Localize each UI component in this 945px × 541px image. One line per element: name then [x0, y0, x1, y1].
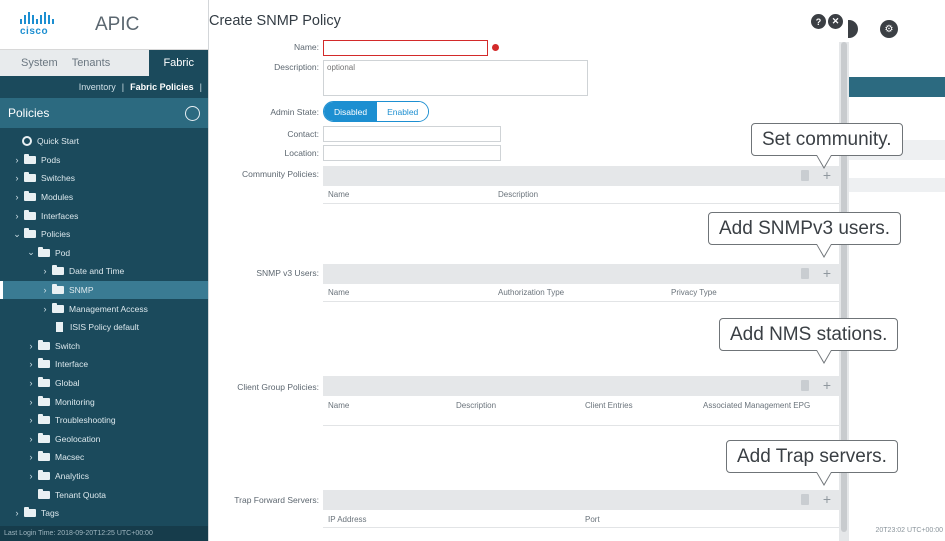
chevron-right-icon[interactable]: ›: [15, 210, 19, 221]
description-label: Description:: [274, 62, 319, 72]
tab-tenants[interactable]: Tenants: [71, 57, 111, 69]
tree-item-switch[interactable]: › Switch: [0, 337, 208, 356]
trash-icon[interactable]: [801, 170, 809, 181]
column-header[interactable]: Privacy Type: [671, 288, 717, 297]
tree-item-interface[interactable]: › Interface: [0, 355, 208, 374]
policy-tree: [0, 132, 208, 522]
tree-item-troubleshooting[interactable]: › Troubleshooting: [0, 411, 208, 430]
column-header[interactable]: Description: [456, 401, 497, 410]
admin-state-enabled-option[interactable]: Enabled: [377, 102, 428, 121]
policies-title: Policies: [8, 106, 50, 120]
background-row: [848, 178, 945, 192]
brand-header: [0, 0, 208, 50]
cisco-bars-icon: [20, 12, 70, 24]
callout-pointer: [817, 244, 831, 256]
snmp-v3-users-label: SNMP v3 Users:: [256, 268, 319, 278]
column-header[interactable]: Name: [328, 190, 350, 199]
tree-item-policies[interactable]: ⌄ Policies: [13, 228, 71, 240]
dialog-title: Create SNMP Policy: [209, 13, 341, 29]
add-client-group-button[interactable]: +: [822, 377, 831, 393]
folder-icon: [38, 435, 50, 443]
refresh-icon[interactable]: [185, 106, 200, 121]
folder-icon: [38, 342, 50, 350]
community-policies-toolbar: [323, 166, 839, 186]
folder-icon: [24, 509, 36, 517]
chevron-right-icon[interactable]: ›: [43, 266, 47, 277]
subnav-separator: |: [121, 82, 125, 92]
location-label: Location:: [284, 148, 319, 158]
tree-item-pods[interactable]: › Pods: [0, 151, 208, 170]
chevron-right-icon[interactable]: ›: [29, 452, 33, 463]
cisco-wordmark: cisco: [20, 26, 49, 37]
chevron-right-icon[interactable]: ›: [15, 173, 19, 184]
admin-state-toggle[interactable]: [323, 101, 429, 122]
trap-forward-servers-header: [323, 510, 839, 528]
chevron-right-icon[interactable]: ›: [29, 378, 33, 389]
folder-icon: [38, 379, 50, 387]
callout-add-snmpv3-users: Add SNMPv3 users.: [708, 212, 901, 245]
sidebar: [0, 0, 208, 541]
community-policies-header: [323, 186, 839, 204]
column-header[interactable]: Name: [328, 288, 350, 297]
required-indicator-icon: [492, 44, 499, 51]
tree-item-switches[interactable]: › Switches: [0, 169, 208, 188]
policies-header: [0, 98, 208, 128]
folder-icon: [38, 360, 50, 368]
tree-item-tags[interactable]: › Tags: [0, 504, 208, 523]
chevron-right-icon[interactable]: ›: [15, 154, 19, 165]
column-header[interactable]: Port: [585, 515, 600, 524]
folder-icon: [24, 230, 36, 238]
folder-icon: [52, 267, 64, 275]
tree-item-snmp[interactable]: › SNMP: [0, 281, 208, 300]
column-header[interactable]: Description: [498, 190, 539, 199]
tree-item-management-access[interactable]: › Management Access: [0, 299, 208, 318]
admin-state-label: Admin State:: [270, 107, 319, 117]
close-button[interactable]: ✕: [828, 14, 843, 29]
tree-item-analytics[interactable]: › Analytics: [0, 467, 208, 486]
description-input[interactable]: [323, 60, 588, 96]
callout-pointer: [817, 350, 831, 362]
add-v3-user-button[interactable]: +: [822, 265, 831, 281]
snmp-v3-users-header: [323, 284, 839, 302]
column-header[interactable]: Client Entries: [585, 401, 633, 410]
add-trap-server-button[interactable]: +: [822, 491, 831, 507]
column-header[interactable]: Name: [328, 401, 350, 410]
folder-icon: [24, 193, 36, 201]
name-input[interactable]: [323, 40, 488, 56]
trap-forward-servers-label: Trap Forward Servers:: [234, 495, 319, 505]
tab-system[interactable]: System: [21, 57, 58, 69]
tree-item-modules[interactable]: › Modules: [0, 188, 208, 207]
callout-set-community: Set community.: [751, 123, 903, 156]
contact-input[interactable]: [323, 126, 501, 142]
admin-state-disabled-option[interactable]: Disabled: [324, 102, 377, 121]
folder-icon: [38, 398, 50, 406]
tree-item-interfaces[interactable]: › Interfaces: [0, 206, 208, 225]
chevron-right-icon[interactable]: ›: [29, 470, 33, 481]
folder-icon: [24, 212, 36, 220]
trap-forward-servers-toolbar: [323, 490, 839, 510]
trash-icon[interactable]: [801, 494, 809, 505]
folder-icon: [38, 491, 50, 499]
settings-gear-icon[interactable]: ⚙: [880, 20, 898, 38]
tab-fabric[interactable]: Fabric: [149, 50, 208, 76]
folder-icon: [38, 472, 50, 480]
background-timestamp: 20T23:02 UTC+00:00: [875, 527, 943, 534]
add-community-button[interactable]: +: [822, 167, 831, 183]
callout-add-nms-stations: Add NMS stations.: [719, 318, 898, 351]
callout-pointer: [817, 155, 831, 167]
top-nav: [0, 50, 208, 76]
column-header[interactable]: Authorization Type: [498, 288, 565, 297]
chevron-right-icon[interactable]: ›: [29, 340, 33, 351]
chevron-right-icon[interactable]: ›: [43, 285, 47, 296]
app-name: APIC: [95, 14, 140, 35]
chevron-right-icon[interactable]: ›: [29, 396, 33, 407]
trash-icon[interactable]: [801, 380, 809, 391]
cisco-logo: [20, 12, 70, 40]
column-header[interactable]: IP Address: [328, 515, 367, 524]
chevron-right-icon[interactable]: ›: [29, 415, 33, 426]
background-header-band: [848, 77, 945, 97]
folder-icon: [38, 416, 50, 424]
column-header[interactable]: Associated Management EPG: [703, 401, 811, 410]
background-help-button[interactable]: [848, 20, 858, 38]
chevron-down-icon[interactable]: ⌄: [27, 247, 35, 258]
quick-start-icon: [22, 136, 32, 146]
contact-label: Contact:: [287, 129, 319, 139]
client-group-policies-toolbar: [323, 376, 839, 396]
last-login-time: Last Login Time: 2018-09-20T12:25 UTC+00:00: [0, 526, 208, 541]
folder-icon: [24, 174, 36, 182]
tree-item-geolocation[interactable]: › Geolocation: [0, 430, 208, 449]
help-button[interactable]: ?: [811, 14, 826, 29]
tree-item-monitoring[interactable]: › Monitoring: [0, 392, 208, 411]
subnav-inventory[interactable]: Inventory: [78, 82, 116, 92]
subnav-fabric-policies[interactable]: Fabric Policies: [130, 82, 194, 92]
tree-item-tenant-quota[interactable]: Tenant Quota: [0, 485, 208, 504]
tree-item-isis-policy-default[interactable]: ISIS Policy default: [0, 318, 208, 337]
folder-icon: [52, 305, 64, 313]
tree-item-date-and-time[interactable]: › Date and Time: [0, 262, 208, 281]
location-input[interactable]: [323, 145, 501, 161]
tree-item-global[interactable]: › Global: [0, 374, 208, 393]
client-group-policies-label: Client Group Policies:: [237, 382, 319, 392]
community-policies-label: Community Policies:: [242, 169, 319, 179]
document-icon: [56, 322, 63, 332]
callout-add-trap-servers: Add Trap servers.: [726, 440, 898, 473]
chevron-right-icon[interactable]: ›: [29, 359, 33, 370]
name-label: Name:: [293, 42, 319, 52]
chevron-right-icon[interactable]: ›: [15, 508, 19, 519]
sub-nav: [0, 76, 208, 98]
tree-item-pod[interactable]: ⌄ Pod: [27, 247, 71, 258]
client-group-policies-header: [323, 396, 839, 426]
chevron-right-icon[interactable]: ›: [29, 433, 33, 444]
folder-icon: [38, 249, 50, 257]
folder-icon: [24, 156, 36, 164]
snmp-v3-users-toolbar: [323, 264, 839, 284]
chevron-right-icon[interactable]: ›: [15, 192, 19, 203]
chevron-down-icon[interactable]: ⌄: [13, 228, 21, 239]
trash-icon[interactable]: [801, 268, 809, 279]
tree-item-quick-start[interactable]: Quick Start: [0, 132, 208, 151]
folder-icon: [38, 453, 50, 461]
tree-item-macsec[interactable]: › Macsec: [0, 448, 208, 467]
callout-pointer: [817, 472, 831, 484]
subnav-separator: |: [199, 82, 202, 92]
folder-icon: [52, 286, 64, 294]
chevron-right-icon[interactable]: ›: [43, 303, 47, 314]
